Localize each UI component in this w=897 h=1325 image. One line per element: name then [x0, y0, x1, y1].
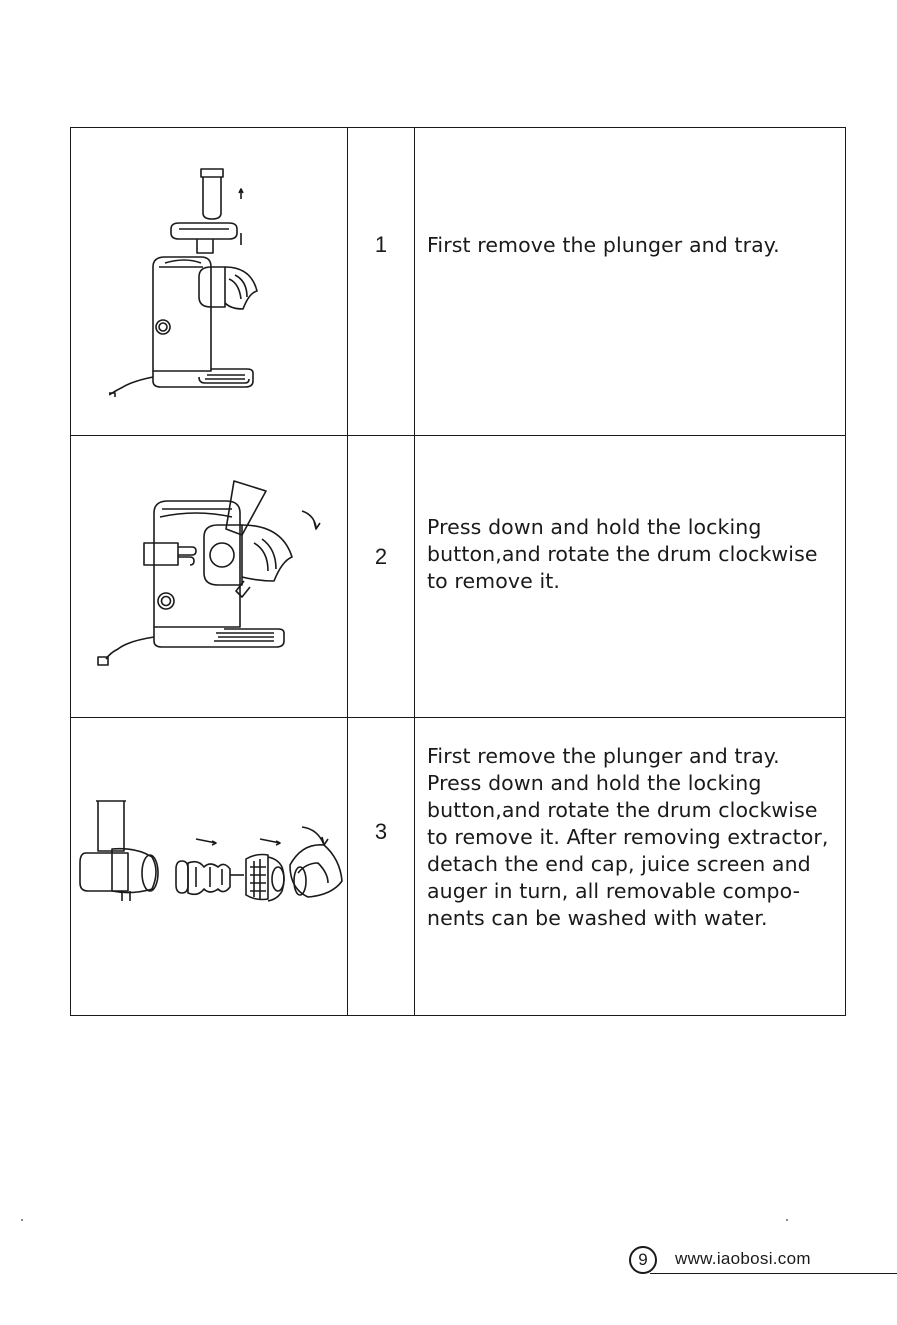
- step-3-illustration-cell: [71, 718, 348, 1016]
- page-number: 9: [629, 1246, 657, 1274]
- juicer-drum-rotate-illustration: [94, 477, 324, 677]
- step-row-3: [71, 718, 846, 1016]
- step-2-number-cell: [348, 436, 415, 718]
- step-3-number-cell: [348, 718, 415, 1016]
- footer-divider: [650, 1273, 897, 1274]
- juicer-exploded-parts-illustration: [72, 797, 346, 937]
- step-text-line: button,and rotate the drum clockwise: [427, 798, 818, 822]
- step-text-line: to remove it. After removing extractor,: [427, 825, 829, 849]
- step-text-line: First remove the plunger and tray.: [427, 233, 780, 257]
- step-text-line: Press down and hold the locking: [427, 515, 762, 539]
- step-row-1: [71, 128, 846, 436]
- step-text-line: First remove the plunger and tray.: [427, 744, 780, 768]
- juicer-plunger-tray-illustration: [109, 167, 309, 397]
- crop-mark: [21, 1219, 23, 1221]
- step-row-2: [71, 436, 846, 718]
- step-text-line: auger in turn, all removable compo-: [427, 879, 801, 903]
- step-2-text-cell: [415, 436, 846, 718]
- step-text-line: nents can be washed with water.: [427, 906, 768, 930]
- step-1-illustration-cell: [71, 128, 348, 436]
- step-1-text-cell: [415, 128, 846, 436]
- step-text-line: button,and rotate the drum clockwise: [427, 542, 818, 566]
- step-number: 1: [374, 231, 388, 257]
- step-number: 2: [374, 543, 388, 569]
- instruction-table: [70, 127, 846, 1016]
- crop-mark: [786, 1219, 788, 1221]
- step-text-line: Press down and hold the locking: [427, 771, 762, 795]
- step-2-illustration-cell: [71, 436, 348, 718]
- step-number: 3: [374, 818, 388, 844]
- website-url: www.iaobosi.com: [675, 1249, 811, 1268]
- step-3-text-cell: [415, 718, 846, 1016]
- step-text-line: detach the end cap, juice screen and: [427, 852, 811, 876]
- step-text-line: to remove it.: [427, 569, 561, 593]
- step-1-number-cell: [348, 128, 415, 436]
